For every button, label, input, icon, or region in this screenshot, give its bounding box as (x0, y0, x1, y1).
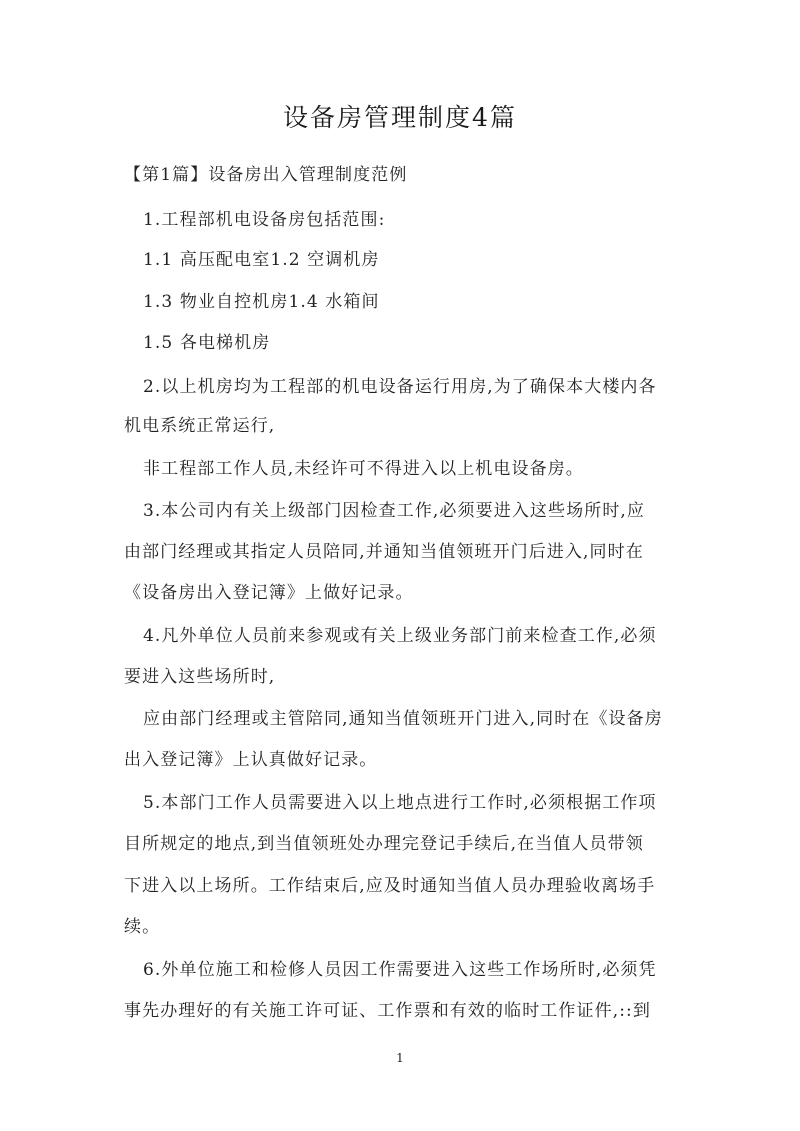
paragraph-line: 1.5 各电梯机房 (143, 333, 271, 353)
paragraph-line: 1.工程部机电设备房包括范围: (143, 210, 386, 230)
paragraph-line: 机电系统正常运行, (124, 416, 276, 436)
paragraph-line: 出入登记簿》上认真做好记录。 (124, 750, 378, 770)
paragraph-line: 目所规定的地点,到当值领班处办理完登记手续后,在当值人员带领 (124, 834, 644, 854)
paragraph-line: 续。 (124, 917, 161, 937)
paragraph-line: 3.本公司内有关上级部门因检查工作,必须要进入这些场所时,应 (143, 501, 646, 521)
paragraph-line: 4.凡外单位人员前来参观或有关上级业务部门前来检查工作,必须 (143, 626, 657, 646)
paragraph-line: 由部门经理或其指定人员陪同,并通知当值领班开门后进入,同时在 (124, 542, 644, 562)
paragraph-line: 应由部门经理或主管陪同,通知当值领班开门进入,同时在《设备房 (143, 709, 663, 729)
paragraph-line: 1.3 物业自控机房1.4 水箱间 (143, 292, 380, 312)
page-number: 1 (396, 1051, 404, 1065)
paragraph-line: 6.外单位施工和检修人员因工作需要进入这些工作场所时,必须凭 (143, 960, 657, 980)
paragraph-line: 要进入这些场所时, (124, 667, 276, 687)
paragraph-line: 非工程部工作人员,未经许可不得进入以上机电设备房。 (143, 459, 584, 479)
paragraph-line: 《设备房出入登记簿》上做好记录。 (124, 583, 414, 603)
paragraph-line: 2.以上机房均为工程部的机电设备运行用房,为了确保本大楼内各 (143, 377, 657, 397)
paragraph-line: 1.1 高压配电室1.2 空调机房 (143, 250, 380, 270)
document-title: 设备房管理制度4篇 (283, 103, 517, 132)
paragraph-line: 事先办理好的有关施工许可证、工作票和有效的临时工作证件,::到 (124, 1001, 651, 1021)
paragraph-line: 下进入以上场所。工作结束后,应及时通知当值人员办理验收离场手 (124, 876, 656, 896)
section-heading: 【第1篇】设备房出入管理制度范例 (124, 165, 408, 185)
paragraph-line: 5.本部门工作人员需要进入以上地点进行工作时,必须根据工作项 (143, 793, 657, 813)
